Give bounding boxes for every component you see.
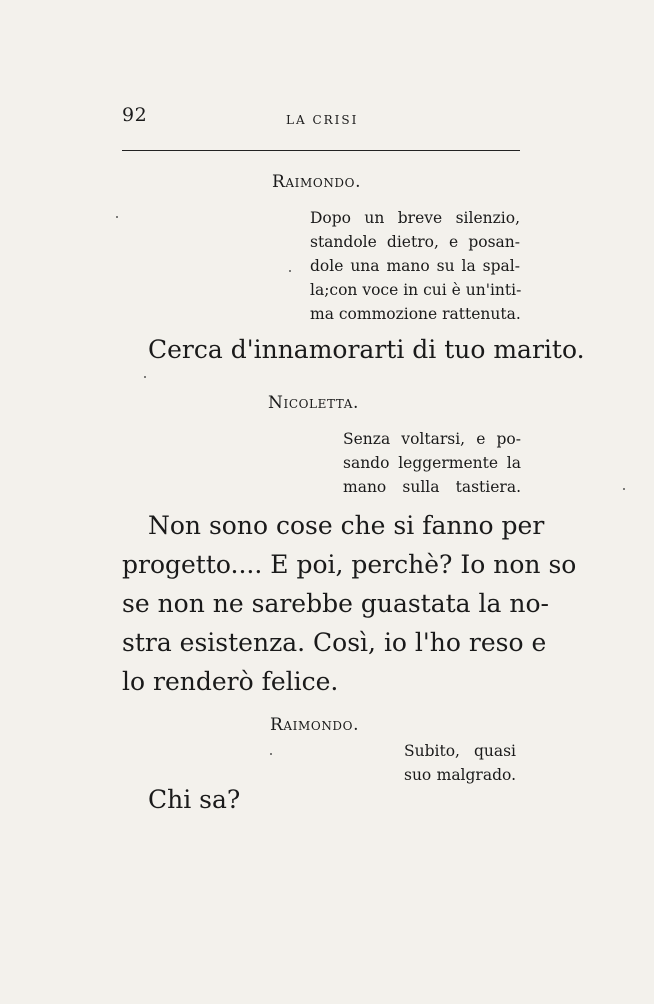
speaker-name-raimondo-2: Raimondo. — [270, 715, 360, 735]
direction-line: Subito, quasi — [404, 742, 516, 760]
speech-line: stra esistenza. Così, io l'ho reso e — [122, 628, 547, 657]
direction-line: Dopo un breve silenzio, — [310, 209, 520, 227]
print-speck — [144, 376, 146, 378]
page-number: 92 — [122, 104, 148, 126]
speaker-name-nicoletta: Nicoletta. — [268, 393, 360, 413]
direction-line: standole dietro, e posan- — [310, 233, 520, 251]
direction-line: suo malgrado. — [404, 766, 516, 784]
running-title: LA CRISI — [286, 113, 359, 127]
print-speck — [116, 216, 118, 218]
direction-line: ma commozione rattenuta. — [310, 305, 521, 323]
speech-line: progetto.... E poi, perchè? Io non so — [122, 550, 577, 579]
speaker-name-raimondo-1: Raimondo. — [272, 172, 362, 192]
speech-line: se non ne sarebbe guastata la no- — [122, 589, 549, 618]
speech-line: lo renderò felice. — [122, 667, 339, 696]
spoken-line-3: Chi sa? — [148, 785, 241, 814]
direction-line: mano sulla tastiera. — [343, 478, 521, 496]
header-rule — [122, 150, 520, 151]
direction-line: sando leggermente la — [343, 454, 521, 472]
direction-line: dole una mano su la spal- — [310, 257, 520, 275]
direction-line: la;con voce in cui è un'inti- — [310, 281, 522, 299]
speech-line: Non sono cose che si fanno per — [148, 511, 545, 540]
print-speck — [270, 753, 272, 755]
direction-line: Senza voltarsi, e po- — [343, 430, 521, 448]
spoken-passage-2 — [122, 506, 577, 701]
stage-direction-1 — [310, 206, 520, 326]
spoken-line-1: Cerca d'innamorarti di tuo marito. — [148, 335, 585, 364]
print-speck — [623, 488, 625, 490]
stage-direction-2 — [343, 427, 521, 499]
print-speck — [289, 270, 291, 272]
stage-direction-3 — [404, 739, 516, 787]
